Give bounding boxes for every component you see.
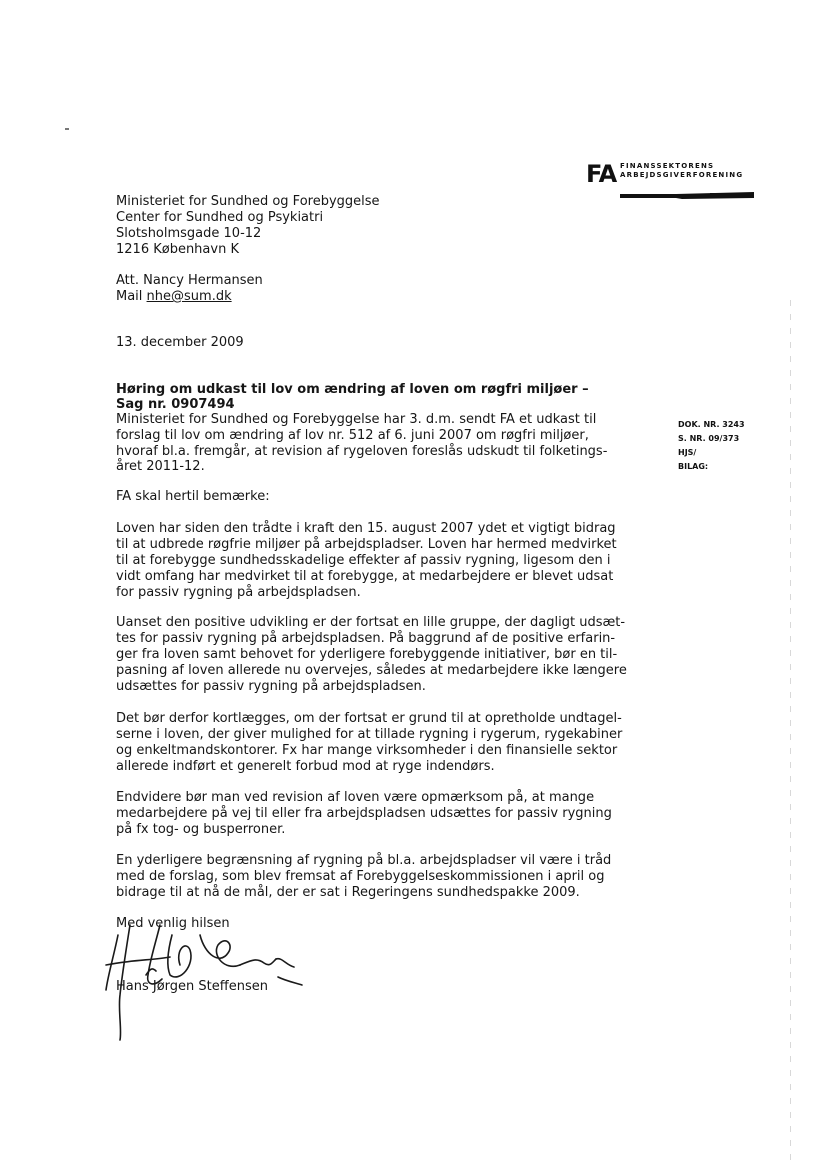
body-line: på fx tog- og busperroner. — [116, 822, 286, 837]
body-line: Loven har siden den trådte i kraft den 15. august 2007 ydet et vigtigt bidrag — [116, 521, 616, 536]
body-line: En yderligere begrænsning af rygning på bl.a. arbejdspladser vil være i tråd — [116, 853, 612, 868]
body-line: medarbejdere på vej til eller fra arbejdspladsen udsættes for passiv rygning — [116, 806, 612, 821]
body-line: tes for passiv rygning på arbejdspladsen. På baggrund af de positive erfarin- — [116, 631, 616, 646]
body-line: bidrage til at nå de mål, der er sat i Regeringens sundhedspakke 2009. — [116, 885, 580, 900]
body-line: serne i loven, der giver mulighed for at tillade rygning i rygerum, rygekabiner — [116, 727, 623, 742]
scan-edge-line — [790, 300, 791, 1160]
mail-label: Mail — [116, 289, 143, 304]
logo-text-line-1: FINANSSEKTORENS — [620, 162, 715, 170]
initials: HJS/ — [678, 448, 697, 457]
body-line: allerede indført et generelt forbud mod at ryge indendørs. — [116, 759, 495, 774]
attachments-label: BILAG: — [678, 462, 709, 471]
body-line: til at udbrede røgfrie miljøer på arbejdspladser. Loven har hermed medvirket — [116, 537, 617, 552]
document-number: DOK. NR. 3243 — [678, 420, 745, 429]
logo-underline-bar — [620, 192, 754, 200]
body-line: udsættes for passiv rygning på arbejdspladsen. — [116, 679, 426, 694]
body-line: Uanset den positive udvikling er der fortsat en lille gruppe, der dagligt udsæt- — [116, 615, 626, 630]
logo-mark: FA — [586, 160, 617, 188]
body-line: pasning af loven allerede nu overvejes, således at medarbejdere ikke længere — [116, 663, 627, 678]
logo-text-line-2: ARBEJDSGIVERFORENING — [620, 171, 744, 179]
subject-line-1: Høring om udkast til lov om ændring af loven om røgfri miljøer – — [116, 382, 589, 397]
mail-link[interactable]: nhe@sum.dk — [146, 289, 232, 304]
fa-logo — [586, 158, 758, 206]
body-line: vidt omfang har medvirket til at forebygge, at medarbejdere er blevet udsat — [116, 569, 614, 584]
recipient-line: Center for Sundhed og Psykiatri — [116, 210, 324, 225]
body-line: til at forebygge sundhedsskadelige effekter af passiv rygning, ligesom den i — [116, 553, 611, 568]
closing-greeting: Med venlig hilsen — [116, 916, 230, 931]
recipient-line: Ministeriet for Sundhed og Forebyggelse — [116, 194, 380, 209]
body-line: med de forslag, som blev fremsat af Forebyggelseskommissionen i april og — [116, 869, 605, 884]
case-number: S. NR. 09/373 — [678, 434, 740, 443]
subject-line-2: Sag nr. 0907494 — [116, 397, 235, 412]
body-line: Det bør derfor kortlægges, om der fortsat er grund til at opretholde undtagel- — [116, 711, 622, 726]
recipient-line: Slotsholmsgade 10-12 — [116, 226, 262, 241]
body-line: og enkeltmandskontorer. Fx har mange virksomheder i den finansielle sektor — [116, 743, 618, 758]
attention-line: Att. Nancy Hermansen — [116, 273, 263, 288]
body-line: FA skal hertil bemærke: — [116, 489, 270, 504]
recipient-line: 1216 København K — [116, 242, 239, 257]
body-line: for passiv rygning på arbejdspladsen. — [116, 585, 361, 600]
body-line: forslag til lov om ændring af lov nr. 512 af 6. juni 2007 om røgfri miljøer, — [116, 428, 589, 443]
mail-line — [116, 289, 232, 304]
letter-date: 13. december 2009 — [116, 335, 244, 350]
body-line: året 2011-12. — [116, 459, 205, 474]
body-line: ger fra loven samt behovet for yderligere forebyggende initiativer, bør en til- — [116, 647, 618, 662]
signatory-name: Hans Jørgen Steffensen — [116, 979, 268, 994]
handwritten-signature — [100, 905, 310, 1045]
body-line: Endvidere bør man ved revision af loven være opmærksom på, at mange — [116, 790, 595, 805]
body-line: hvoraf bl.a. fremgår, at revision af rygeloven foreslås udskudt til folketings- — [116, 444, 608, 459]
scan-speck — [65, 128, 69, 130]
body-line: Ministeriet for Sundhed og Forebyggelse har 3. d.m. sendt FA et udkast til — [116, 412, 597, 427]
